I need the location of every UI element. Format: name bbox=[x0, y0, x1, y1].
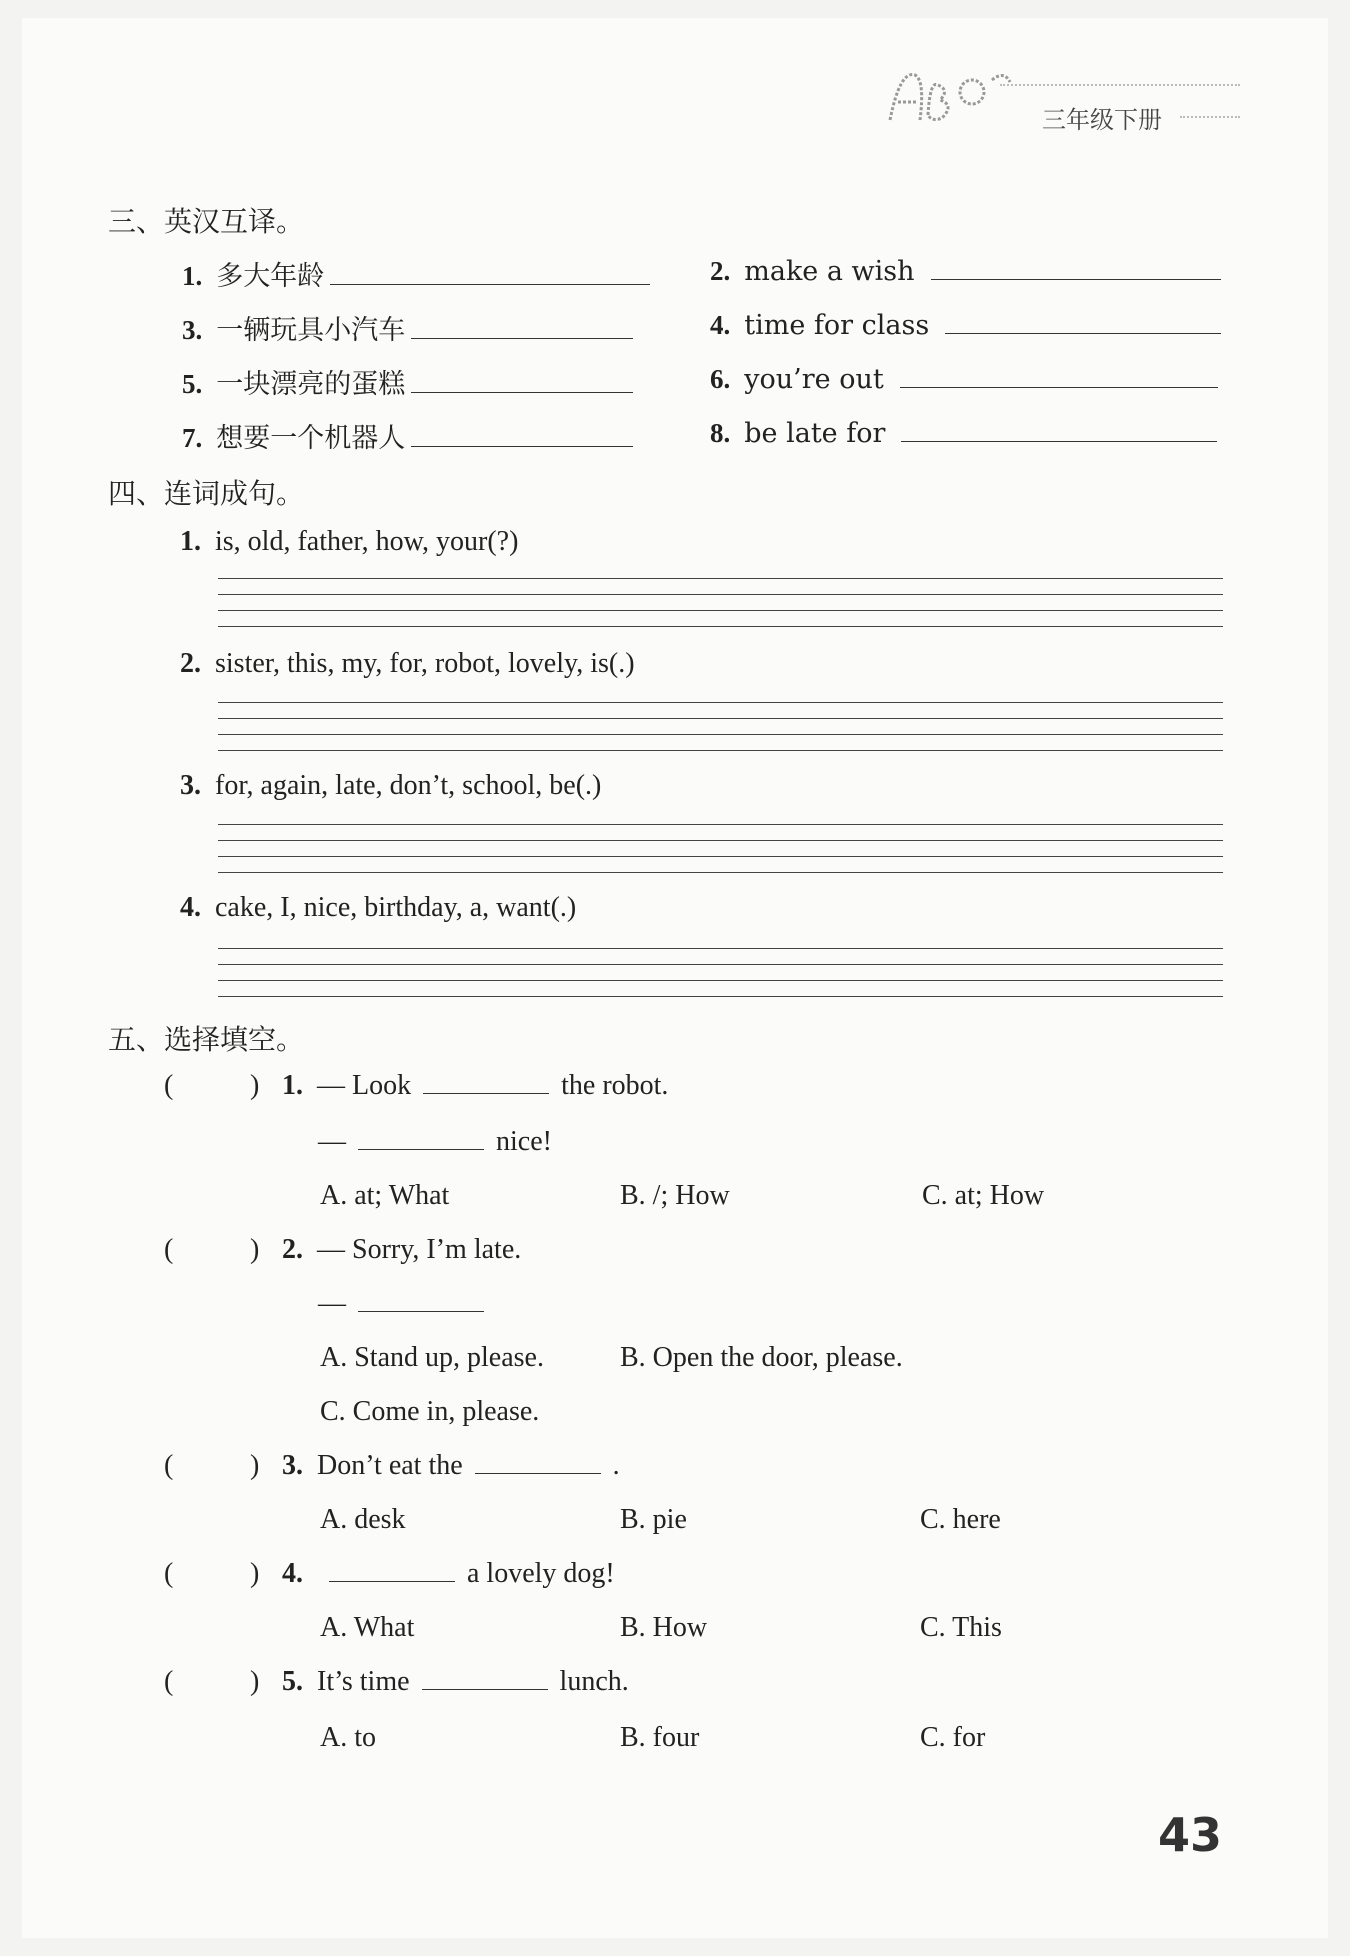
translation-item: 1. 多大年龄 bbox=[182, 254, 650, 293]
answer-paren-open: ( bbox=[164, 1666, 174, 1697]
option-b[interactable]: B. How bbox=[620, 1612, 708, 1643]
option-c[interactable]: C. at; How bbox=[922, 1180, 1045, 1211]
answer-paren-close: ) bbox=[250, 1666, 260, 1697]
answer-paren-open: ( bbox=[164, 1234, 174, 1265]
option-a[interactable]: A. desk bbox=[320, 1504, 406, 1535]
answer-blank[interactable] bbox=[411, 313, 633, 339]
header-grade: 三年级下册 bbox=[1042, 106, 1162, 134]
translation-item: 5. 一块漂亮的蛋糕 bbox=[182, 362, 633, 401]
answer-blank[interactable] bbox=[329, 1558, 455, 1582]
answer-paren-close: ) bbox=[250, 1070, 260, 1101]
section3-title: 三、英汉互译。 bbox=[108, 205, 305, 238]
option-c[interactable]: C. for bbox=[920, 1722, 986, 1753]
option-a[interactable]: A. to bbox=[320, 1722, 376, 1753]
header-divider bbox=[1000, 84, 1240, 86]
translation-item: 2. make a wish bbox=[710, 254, 1221, 287]
question-1: 1. — Look the robot. bbox=[282, 1070, 669, 1101]
abc-logo-icon bbox=[880, 60, 1020, 140]
section5-title: 五、选择填空。 bbox=[108, 1023, 305, 1056]
option-b[interactable]: B. four bbox=[620, 1722, 700, 1753]
answer-blank[interactable] bbox=[945, 308, 1221, 334]
answer-blank[interactable] bbox=[931, 254, 1221, 280]
answer-blank[interactable] bbox=[358, 1126, 484, 1150]
answer-blank[interactable] bbox=[411, 421, 633, 447]
question-5: 5. It’s time lunch. bbox=[282, 1666, 629, 1697]
question-3: 3. Don’t eat the . bbox=[282, 1450, 620, 1481]
answer-blank[interactable] bbox=[475, 1450, 601, 1474]
answer-blank[interactable] bbox=[900, 362, 1218, 388]
translation-item: 3. 一辆玩具小汽车 bbox=[182, 308, 633, 347]
option-a[interactable]: A. Stand up, please. bbox=[320, 1342, 544, 1373]
question-1-reply: — nice! bbox=[318, 1126, 552, 1157]
word-order-item: 2. sister, this, my, for, robot, lovely, is(.) bbox=[180, 648, 635, 679]
answer-paren-open: ( bbox=[164, 1558, 174, 1589]
answer-paren-close: ) bbox=[250, 1234, 260, 1265]
option-c[interactable]: C. Come in, please. bbox=[320, 1396, 540, 1427]
word-order-item: 4. cake, I, nice, birthday, a, want(.) bbox=[180, 892, 577, 923]
option-b[interactable]: B. pie bbox=[620, 1504, 687, 1535]
option-c[interactable]: C. here bbox=[920, 1504, 1001, 1535]
answer-paren-open: ( bbox=[164, 1450, 174, 1481]
answer-paren-close: ) bbox=[250, 1558, 260, 1589]
option-a[interactable]: A. What bbox=[320, 1612, 415, 1643]
page-number: 43 bbox=[1158, 1808, 1223, 1862]
translation-item: 8. be late for bbox=[710, 416, 1217, 449]
answer-blank[interactable] bbox=[901, 416, 1217, 442]
answer-blank[interactable] bbox=[411, 367, 633, 393]
section4-title: 四、连词成句。 bbox=[108, 477, 305, 510]
question-4: 4. a lovely dog! bbox=[282, 1558, 615, 1589]
header-divider bbox=[1180, 116, 1240, 118]
translation-item: 6. you’re out bbox=[710, 362, 1218, 395]
word-order-item: 3. for, again, late, don’t, school, be(.) bbox=[180, 770, 602, 801]
option-b[interactable]: B. Open the door, please. bbox=[620, 1342, 903, 1373]
answer-blank[interactable] bbox=[330, 259, 650, 285]
answer-blank[interactable] bbox=[358, 1288, 484, 1312]
option-c[interactable]: C. This bbox=[920, 1612, 1002, 1643]
answer-paren-close: ) bbox=[250, 1450, 260, 1481]
answer-blank[interactable] bbox=[422, 1666, 548, 1690]
translation-item: 4. time for class bbox=[710, 308, 1221, 341]
workbook-page bbox=[22, 18, 1328, 1938]
translation-item: 7. 想要一个机器人 bbox=[182, 416, 633, 455]
word-order-item: 1. is, old, father, how, your(?) bbox=[180, 526, 519, 557]
option-b[interactable]: B. /; How bbox=[620, 1180, 730, 1211]
answer-paren-open: ( bbox=[164, 1070, 174, 1101]
question-2: 2. — Sorry, I’m late. bbox=[282, 1234, 522, 1265]
question-2-reply: — bbox=[318, 1288, 496, 1320]
option-a[interactable]: A. at; What bbox=[320, 1180, 450, 1211]
answer-blank[interactable] bbox=[423, 1070, 549, 1094]
